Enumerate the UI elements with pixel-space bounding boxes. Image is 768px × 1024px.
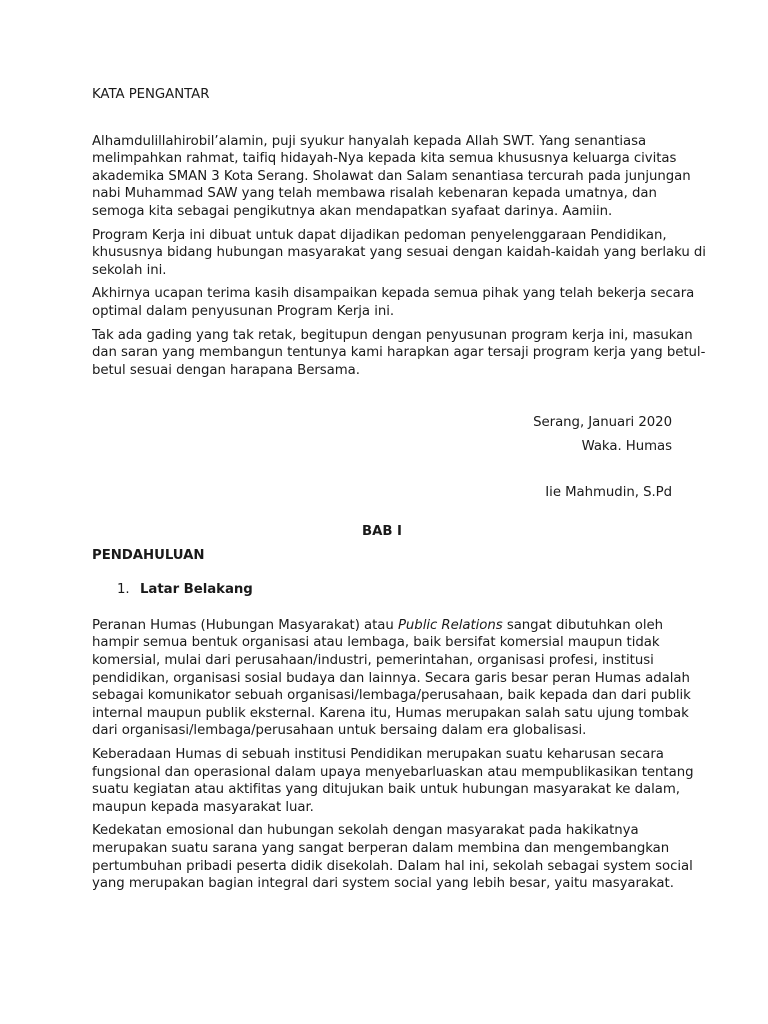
signature-name: Iie Mahmudin, S.Pd <box>545 484 672 500</box>
text-line: yang merupakan bagian integral dari system social yang lebih besar, yaitu masyarakat. <box>92 876 674 892</box>
foreword-paragraph-4 <box>92 327 706 380</box>
body-paragraph-1 <box>92 617 691 740</box>
section-title: Latar Belakang <box>140 582 253 598</box>
text-line: sekolah ini. <box>92 262 167 278</box>
text-line: komersial, mulai dari perusahaan/industri, pemerintahan, organisasi profesi, institusi <box>92 653 654 669</box>
foreword-paragraph-3 <box>92 285 695 320</box>
text-line: pertumbuhan pribadi peserta didik disekolah. Dalam hal ini, sekolah sebagai system social <box>92 858 693 874</box>
text-line <box>92 617 672 635</box>
text-segment: sangat dibutuhkan oleh <box>502 617 664 633</box>
text-line: betul sesuai dengan harapana Bersama. <box>92 362 360 378</box>
text-line: fungsional dan operasional dalam upaya menyebarluaskan atau mempublikasikan tentang <box>92 764 694 780</box>
signature-role: Waka. Humas <box>581 438 672 454</box>
text-line: dan saran yang membangun tentunya kami harapkan agar tersaji program kerja yang betul- <box>92 345 706 361</box>
text-line: optimal dalam penyusunan Program Kerja ini. <box>92 303 395 319</box>
text-line: hampir semua bentuk organisasi atau lembaga, baik bersifat komersial maupun tidak <box>92 635 660 651</box>
chapter-number: BAB I <box>362 524 402 540</box>
text-line: Program Kerja ini dibuat untuk dapat dijadikan pedoman penyelenggaraan Pendidikan, <box>92 227 667 243</box>
foreword-paragraph-1 <box>92 133 691 221</box>
text-line: maupun kepada masyarakat luar. <box>92 799 314 815</box>
page-content <box>92 86 706 899</box>
text-line: internal maupun publik eksternal. Karena itu, Humas merupakan salah satu ujung tombak <box>92 705 689 721</box>
section-heading <box>117 581 672 599</box>
section-number: 1. <box>117 582 130 598</box>
text-line: pendidikan, organisasi sosial budaya dan lainnya. Secara garis besar peran Humas adalah <box>92 670 690 686</box>
body-paragraph-2 <box>92 746 694 816</box>
text-line: dari organisasi/lembaga/perusahaan untuk bersaing dalam era globalisasi. <box>92 723 587 739</box>
text-line: Alhamdulillahirobil’alamin, puji syukur hanyalah kepada Allah SWT. Yang senantiasa <box>92 133 647 149</box>
text-line: sebagai komunikator sebuah organisasi/lembaga/perusahaan, baik kepada dan dari publik <box>92 688 691 704</box>
text-line: akademika SMAN 3 Kota Serang. Sholawat dan Salam senantiasa tercurah pada junjungan <box>92 168 691 184</box>
text-line: melimpahkan rahmat, taifiq hidayah-Nya kepada kita semua khususnya keluarga civitas <box>92 151 677 167</box>
text-line: Tak ada gading yang tak retak, begitupun dengan penyusunan program kerja ini, masukan <box>92 327 693 343</box>
page-title: KATA PENGANTAR <box>92 87 210 102</box>
signature-date: Serang, Januari 2020 <box>533 415 672 431</box>
italic-term: Public Relations <box>397 617 503 633</box>
text-line: Kedekatan emosional dan hubungan sekolah dengan masyarakat pada hakikatnya <box>92 823 639 839</box>
text-line: khususnya bidang hubungan masyarakat yang sesuai dengan kaidah-kaidah yang berlaku di <box>92 245 706 261</box>
text-line: merupakan suatu sarana yang sangat berperan dalam membina dan mengembangkan <box>92 841 670 856</box>
text-line: Akhirnya ucapan terima kasih disampaikan kepada semua pihak yang telah bekerja secara <box>92 286 695 302</box>
text-line: nabi Muhammad SAW yang telah membawa risalah kebenaran kepada umatnya, dan <box>92 186 657 202</box>
foreword-paragraph-2 <box>92 227 706 280</box>
text-segment: Peranan Humas (Hubungan Masyarakat) atau <box>92 617 398 633</box>
text-line: Keberadaan Humas di sebuah institusi Pendidikan merupakan suatu keharusan secara <box>92 747 664 763</box>
signature-block <box>92 414 672 501</box>
body-paragraph-3 <box>92 822 693 892</box>
chapter-title: PENDAHULUAN <box>92 547 205 563</box>
text-line: semoga kita sebagai pengikutnya akan mendapatkan syafaat darinya. Aamiin. <box>92 203 613 219</box>
text-line: suatu kegiatan atau aktifitas yang ditujukan baik untuk hubungan masyarakat ke dalam, <box>92 782 680 798</box>
